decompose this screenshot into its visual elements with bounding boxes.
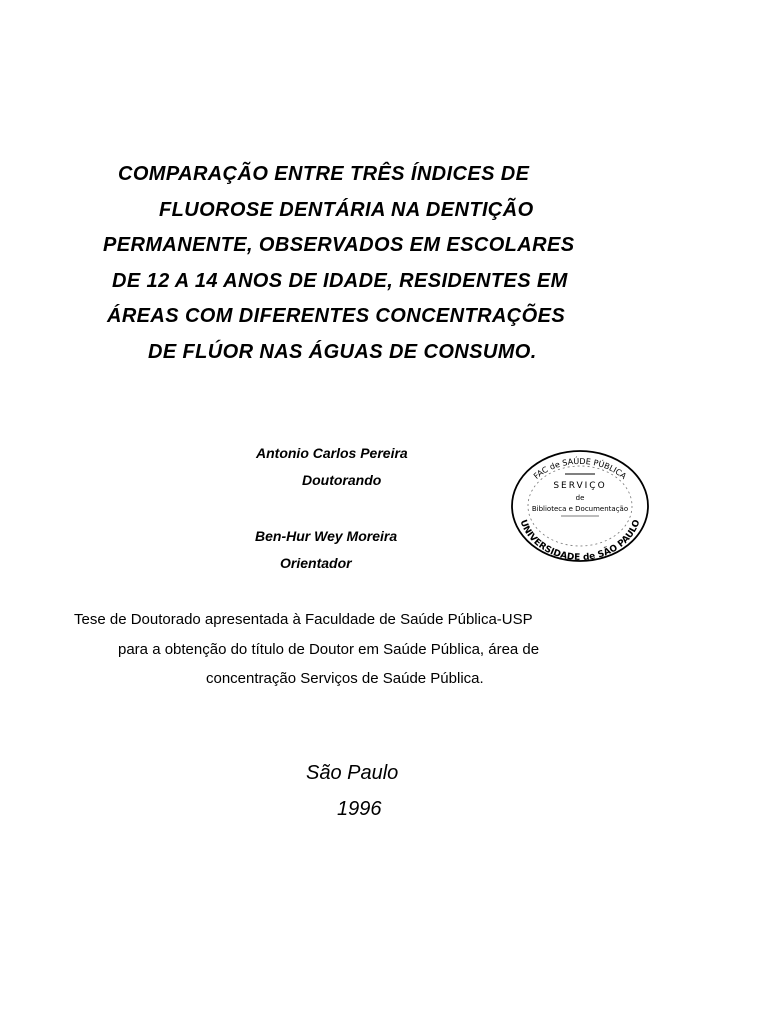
thesis-statement-line: para a obtenção do título de Doutor em Saúde Pública, área de	[118, 640, 540, 658]
advisor-role: Orientador	[280, 555, 352, 571]
thesis-statement-line: Tese de Doutorado apresentada à Faculdade de Saúde Pública-USP	[74, 611, 533, 628]
thesis-title	[60, 157, 708, 371]
title-line: ÁREAS COM DIFERENTES CONCENTRAÇÕES	[107, 305, 566, 328]
stamp-top-text: FAC de SAÚDE PÚBLICA	[531, 456, 629, 481]
title-line: COMPARAÇÃO ENTRE TRÊS ÍNDICES DE	[118, 163, 530, 185]
stamp-line3: Biblioteca e Documentação	[531, 505, 629, 513]
stamp-outer-text: UNIVERSIDADE de SÃO PAULO	[517, 518, 643, 564]
year: 1996	[337, 798, 382, 820]
thesis-statement-line: concentração Serviços de Saúde Pública.	[206, 670, 484, 687]
stamp-seal-icon	[509, 448, 651, 566]
svg-text:UNIVERSIDADE de SÃO PAULO	[518, 518, 643, 563]
location: São Paulo	[306, 762, 399, 784]
title-line: FLUOROSE DENTÁRIA NA DENTIÇÃO	[159, 198, 534, 221]
stamp-line1: SERVIÇO	[553, 481, 607, 491]
author-name: Antonio Carlos Pereira	[256, 445, 408, 461]
thesis-statement	[40, 605, 730, 694]
title-line: DE FLÚOR NAS ÁGUAS DE CONSUMO.	[148, 340, 537, 363]
title-line: PERMANENTE, OBSERVADOS EM ESCOLARES	[103, 234, 575, 257]
stamp-line2: de	[575, 494, 585, 502]
advisor-name: Ben-Hur Wey Moreira	[255, 528, 398, 544]
title-line: DE 12 A 14 ANOS DE IDADE, RESIDENTES EM	[112, 269, 568, 292]
library-stamp	[509, 448, 651, 566]
author-role: Doutorando	[302, 472, 382, 488]
